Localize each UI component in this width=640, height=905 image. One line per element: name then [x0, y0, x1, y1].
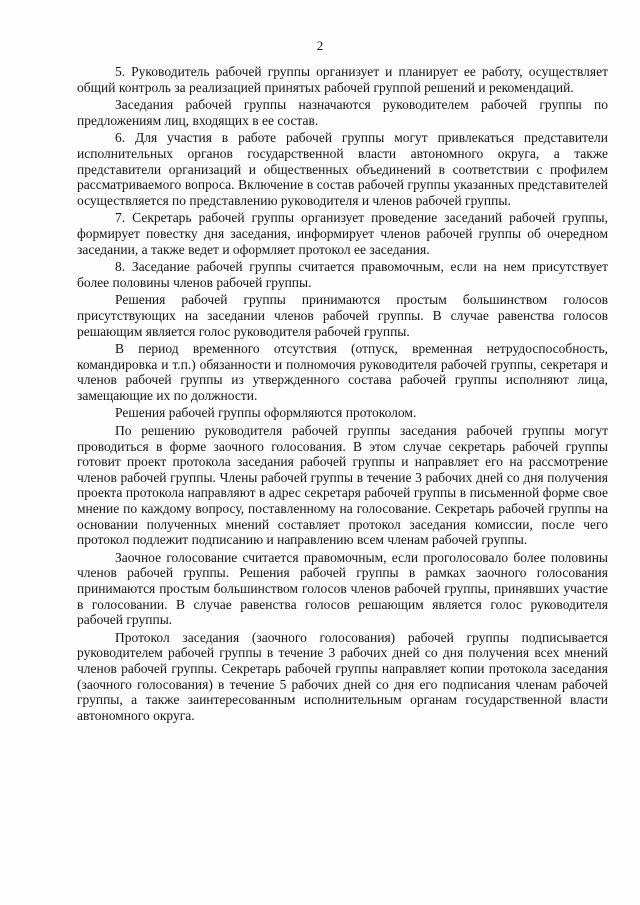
document-body	[77, 64, 608, 725]
paragraph-meetings-scheduling: Заседания рабочей группы назначаются руководителем рабочей группы по предложениям лиц, входящих в ее состав.	[77, 97, 608, 128]
paragraph-absentee-voting: По решению руководителя рабочей группы заседания рабочей группы могут проводиться в форме заочного голосования. В этом случае секретарь рабочей группы готовит проект протокола заседания рабочей группы и направляет его на рассмотрение членов рабочей группы. Члены рабочей группы в течение 3 рабочих дней со дня получения проекта протокола направляют в адрес секретаря рабочей группы в письменной форме свое мнение по каждому вопросу, поставленному на голосование. Секретарь рабочей группы на основании полученных мнений составляет протокол заседания комиссии, после чего протокол подлежит подписанию и направлению всем членам рабочей группы.	[77, 423, 608, 548]
paragraph-item-5: 5. Руководитель рабочей группы организует и планирует ее работу, осуществляет общий контроль за реализацией принятых рабочей группой решений и рекомендаций.	[77, 64, 608, 95]
paragraph-protocol-signing: Протокол заседания (заочного голосования) рабочей группы подписывается руководителем рабочей группы в течение 3 рабочих дней со дня получения всех мнений членов рабочей группы. Секретарь рабочей группы направляет копии протокола заседания (заочного голосования) в течение 5 рабочих дней со дня его подписания членам рабочей группы, а также заинтересованным исполнительным органам государственной власти автономного округа.	[77, 629, 608, 723]
paragraph-item-8: 8. Заседание рабочей группы считается правомочным, если на нем присутствует более половины членов рабочей группы.	[77, 259, 608, 290]
paragraph-temporary-absence: В период временного отсутствия (отпуск, временная нетрудоспособность, командировка и т.п.) обязанности и полномочия руководителя рабочей группы, секретаря и членов рабочей группы из утвержденного состава рабочей группы исполняют лица, замещающие их по должности.	[77, 341, 608, 403]
page-number: 2	[316, 38, 324, 53]
paragraph-item-7: 7. Секретарь рабочей группы организует проведение заседаний рабочей группы, формирует повестку дня заседания, информирует членов рабочей группы об очередном заседании, а также ведет и оформляет протокол ее заседания.	[77, 210, 608, 257]
paragraph-item-6: 6. Для участия в работе рабочей группы могут привлекаться представители исполнительных органов государственной власти автономного округа, а также представители организаций и общественных объединений в соответствии с профилем рассматриваемого вопроса. Включение в состав рабочей группы указанных представителей осуществляется по представлению руководителя и членов рабочей группы.	[77, 130, 608, 208]
paragraph-decisions-majority: Решения рабочей группы принимаются простым большинством голосов присутствующих на заседании членов рабочей группы. В случае равенства голосов решающим является голос руководителя рабочей группы.	[77, 292, 608, 339]
paragraph-absentee-quorum: Заочное голосование считается правомочным, если проголосовало более половины членов рабочей группы. Решения рабочей группы в рамках заочного голосования принимаются простым большинством голосов членов рабочей группы, принявших участие в голосовании. В случае равенства голосов решающим является голос руководителя рабочей группы.	[77, 549, 608, 628]
paragraph-decisions-protocol: Решения рабочей группы оформляются протоколом.	[115, 405, 417, 421]
